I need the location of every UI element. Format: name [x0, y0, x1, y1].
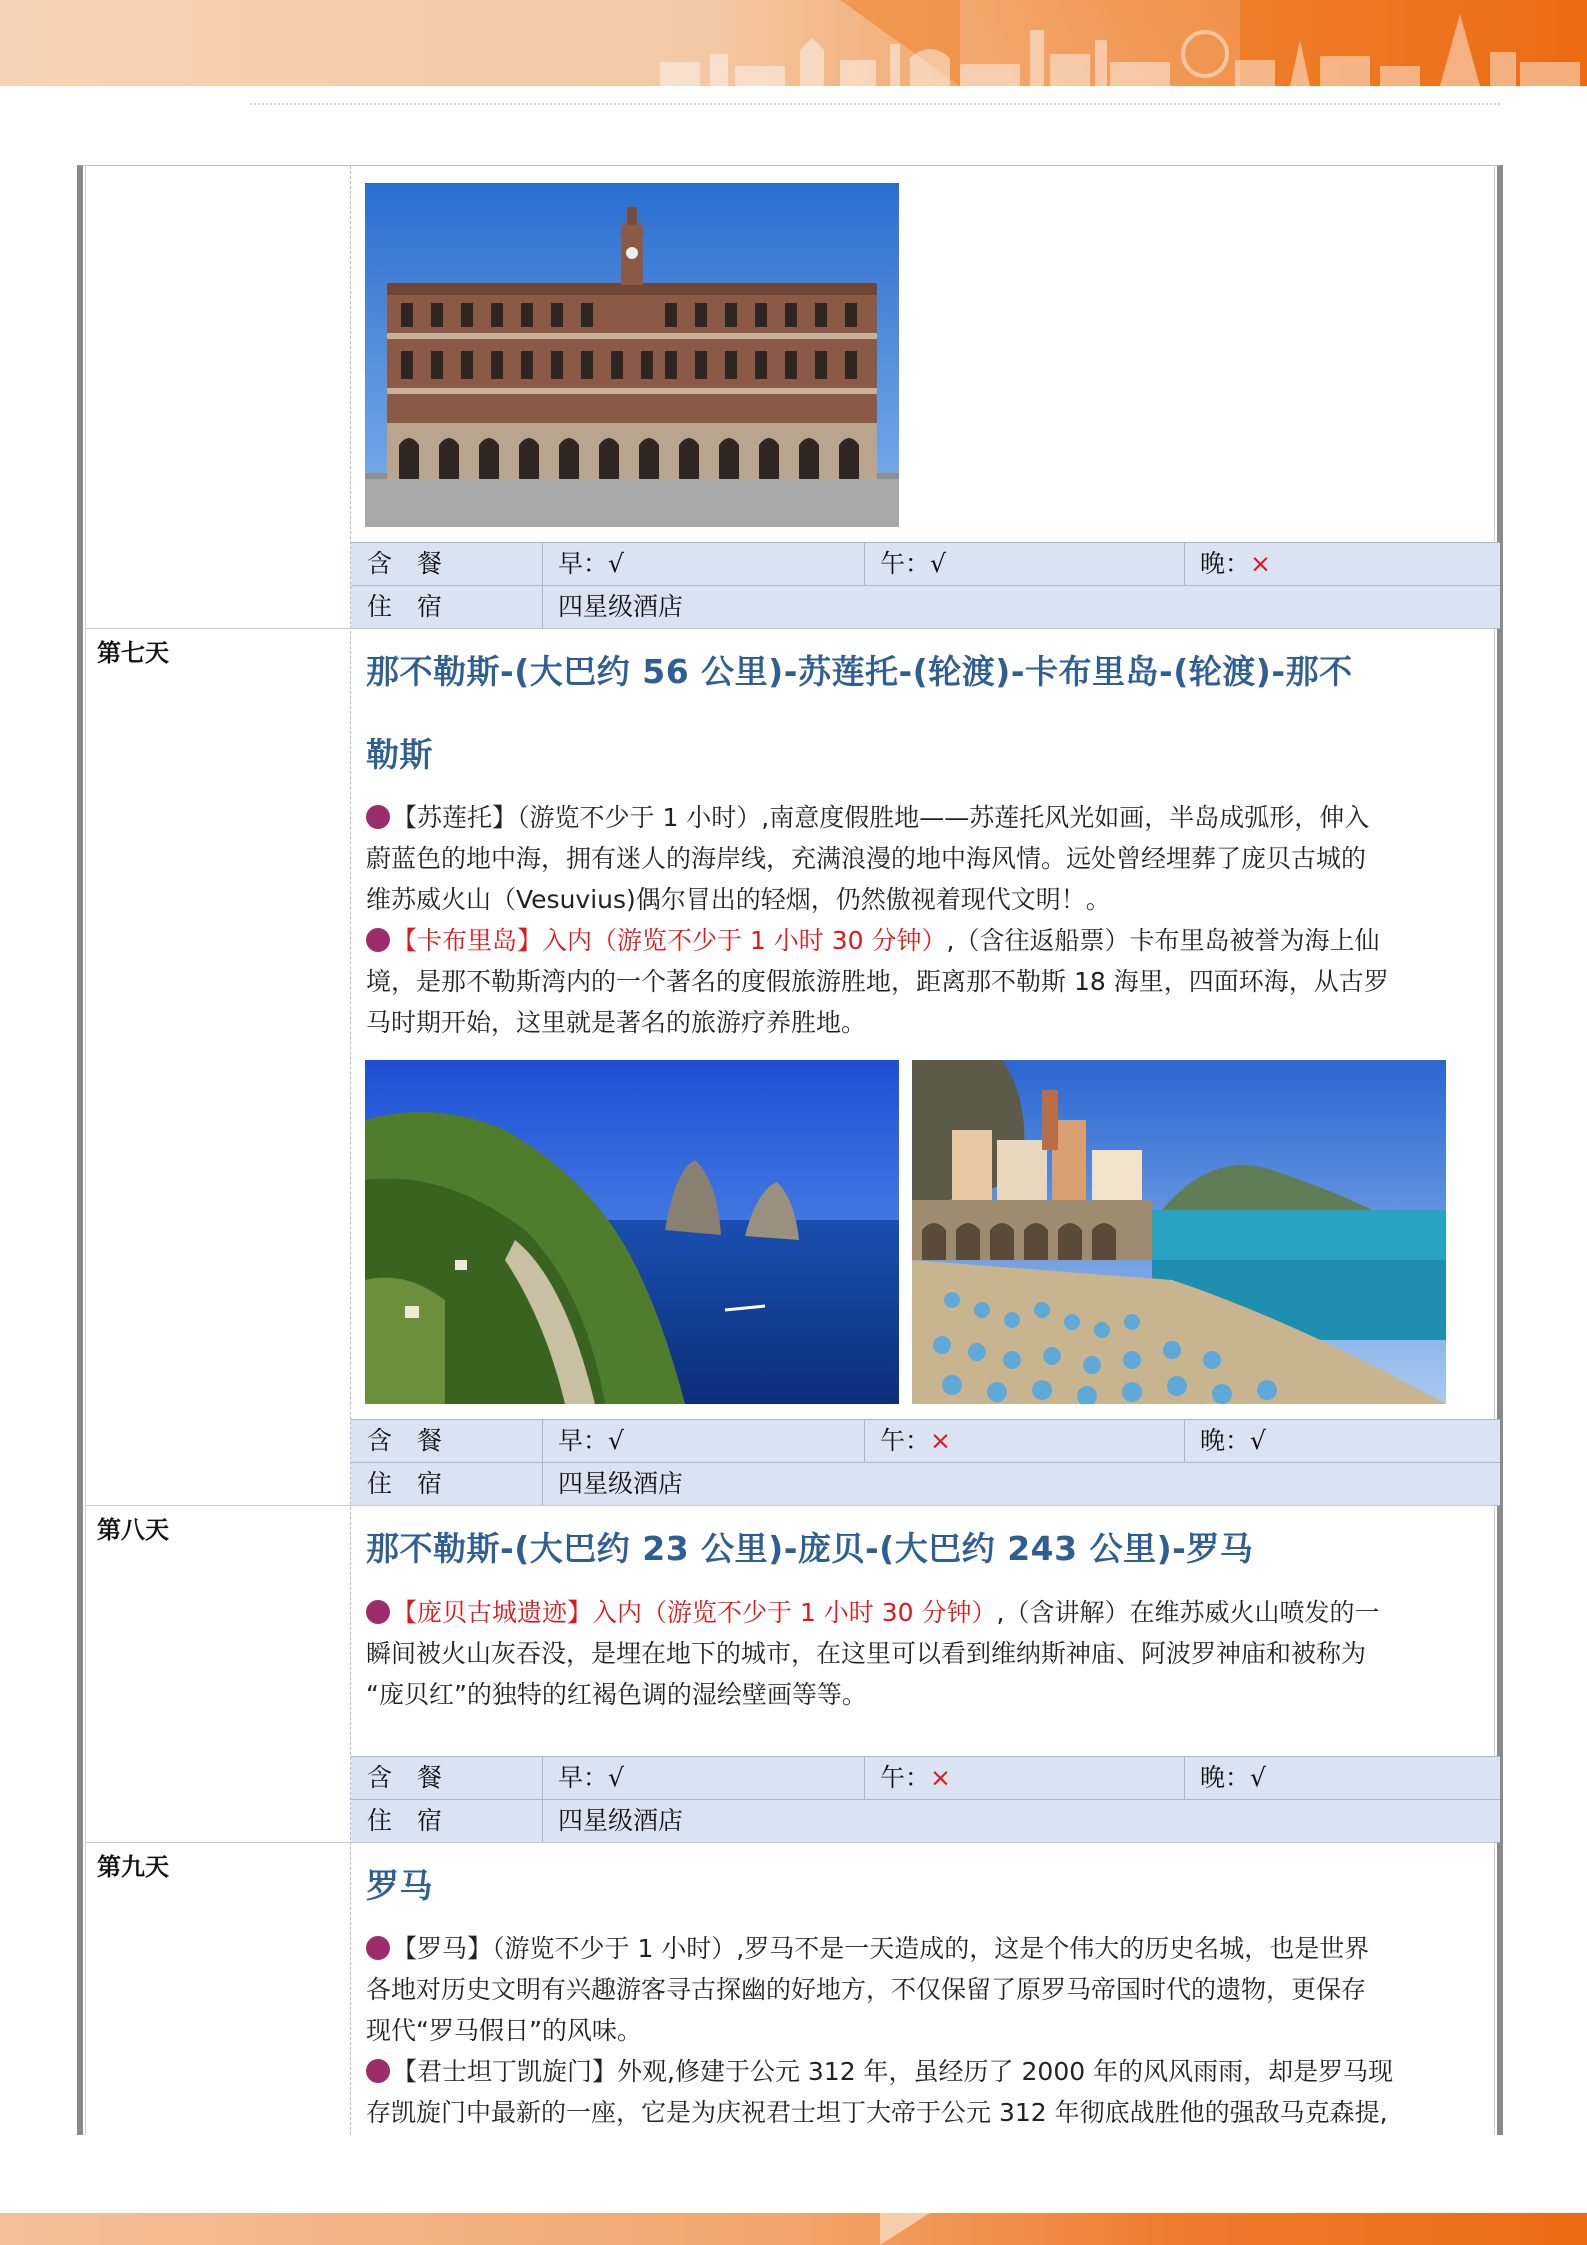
- lodging-label: 住 宿: [367, 1806, 443, 1835]
- lunch-value: 午：×: [880, 1763, 951, 1792]
- attraction-line: 【君士坦丁凯旋门】外观,修建于公元 312 年，虽经历了 2000 年的风风雨雨，却是罗马现: [366, 2051, 1491, 2092]
- attraction-line: 维苏威火山（Vesuvius)偶尔冒出的轻烟，仍然傲视着现代文明！。: [366, 885, 1111, 914]
- meals-row: [351, 542, 1500, 585]
- day-title-line: 罗马: [366, 1866, 433, 1905]
- dinner-value: 晚：√: [1200, 1426, 1266, 1455]
- attraction-line: 存凯旋门中最新的一座，它是为庆祝君士坦丁大帝于公元 312 年彻底战胜他的强敌马克森提,: [366, 2098, 1388, 2127]
- lodging-row: [351, 1799, 1500, 1843]
- day-title-line: 勒斯: [366, 735, 433, 774]
- breakfast-value: 早：√: [558, 1763, 624, 1792]
- attraction-description: [366, 797, 1491, 1043]
- attraction-line: 【罗马】（游览不少于 1 小时）,罗马不是一天造成的，这是个伟大的历史名城，也是世界: [366, 1928, 1491, 1969]
- day-title-line: 那不勒斯-(大巴约 56 公里)-苏莲托-(轮渡)-卡布里岛-(轮渡)-那不: [366, 652, 1353, 691]
- banner-shape: [880, 2213, 930, 2245]
- day-title: [366, 1507, 1486, 1590]
- meal-lodging-table: [351, 1419, 1500, 1505]
- cross-icon: ×: [1250, 549, 1271, 578]
- meal-lodging-table: [351, 542, 1500, 628]
- table-border: [85, 165, 86, 2135]
- lodging-row: [351, 1462, 1500, 1506]
- bullet-icon: [366, 928, 390, 952]
- header-banner: [0, 0, 1587, 86]
- attraction-line: 【卡布里岛】入内（游览不少于 1 小时 30 分钟）,（含往返船票）卡布里岛被誉为海上仙: [366, 920, 1491, 961]
- attraction-description: [366, 1592, 1491, 1715]
- lunch-value: 午：√: [880, 549, 946, 578]
- meals-label: 含 餐: [367, 549, 443, 578]
- lodging-value: 四星级酒店: [558, 1806, 684, 1835]
- day-title: [366, 1844, 1486, 1927]
- cross-icon: ×: [930, 1426, 951, 1455]
- day-title-line: 那不勒斯-(大巴约 23 公里)-庞贝-(大巴约 243 公里)-罗马: [366, 1529, 1254, 1568]
- bullet-icon: [366, 1600, 390, 1624]
- lunch-value: 午：×: [880, 1426, 951, 1455]
- day-label: 第七天: [97, 639, 169, 667]
- day-title: [366, 630, 1486, 796]
- bullet-icon: [366, 1936, 390, 1960]
- footer-banner: [0, 2213, 1587, 2245]
- city-skyline-graphic: [640, 10, 1587, 86]
- meals-label: 含 餐: [367, 1763, 443, 1792]
- royal-palace-photo: [365, 183, 899, 527]
- attraction-line: 【苏莲托】（游览不少于 1 小时）,南意度假胜地——苏莲托风光如画，半岛成弧形，伸入: [366, 797, 1491, 838]
- bullet-icon: [366, 2059, 390, 2083]
- meals-row: [351, 1419, 1500, 1462]
- lodging-row: [351, 585, 1500, 629]
- day-label: 第八天: [97, 1516, 169, 1544]
- attraction-line: 马时期开始，这里就是著名的旅游疗养胜地。: [366, 1008, 867, 1037]
- cross-icon: ×: [930, 1763, 951, 1792]
- day-label: 第九天: [97, 1853, 169, 1881]
- attraction-line: 各地对历史文明有兴趣游客寻古探幽的好地方，不仅保留了原罗马帝国时代的遗物，更保存: [366, 1975, 1367, 2004]
- header-divider: [250, 103, 1500, 105]
- attraction-line: 现代“罗马假日”的风味。: [366, 2016, 642, 2045]
- attraction-description: [366, 1928, 1491, 2133]
- dinner-value: 晚：√: [1200, 1763, 1266, 1792]
- breakfast-value: 早：√: [558, 1426, 624, 1455]
- bullet-icon: [366, 805, 390, 829]
- attraction-line: 【庞贝古城遗迹】入内（游览不少于 1 小时 30 分钟）,（含讲解）在维苏威火山喷发的一: [366, 1592, 1491, 1633]
- attraction-line: “庞贝红”的独特的红褐色调的湿绘壁画等等。: [366, 1680, 867, 1709]
- attraction-line: 蔚蓝色的地中海，拥有迷人的海岸线，充满浪漫的地中海风情。远处曾经埋葬了庞贝古城的: [366, 844, 1367, 873]
- dinner-value: 晚：×: [1200, 549, 1271, 578]
- meals-row: [351, 1756, 1500, 1799]
- attraction-line: 境，是那不勒斯湾内的一个著名的度假旅游胜地，距离那不勒斯 18 海里，四面环海，从古罗: [366, 967, 1389, 996]
- capri-island-photo: [365, 1060, 899, 1404]
- lodging-label: 住 宿: [367, 592, 443, 621]
- lodging-value: 四星级酒店: [558, 592, 684, 621]
- amalfi-coast-photo: [912, 1060, 1446, 1404]
- lodging-label: 住 宿: [367, 1469, 443, 1498]
- meal-lodging-table: [351, 1756, 1500, 1842]
- attraction-line: 瞬间被火山灰吞没，是埋在地下的城市，在这里可以看到维纳斯神庙、阿波罗神庙和被称为: [366, 1639, 1367, 1668]
- lodging-value: 四星级酒店: [558, 1469, 684, 1498]
- breakfast-value: 早：√: [558, 549, 624, 578]
- meals-label: 含 餐: [367, 1426, 443, 1455]
